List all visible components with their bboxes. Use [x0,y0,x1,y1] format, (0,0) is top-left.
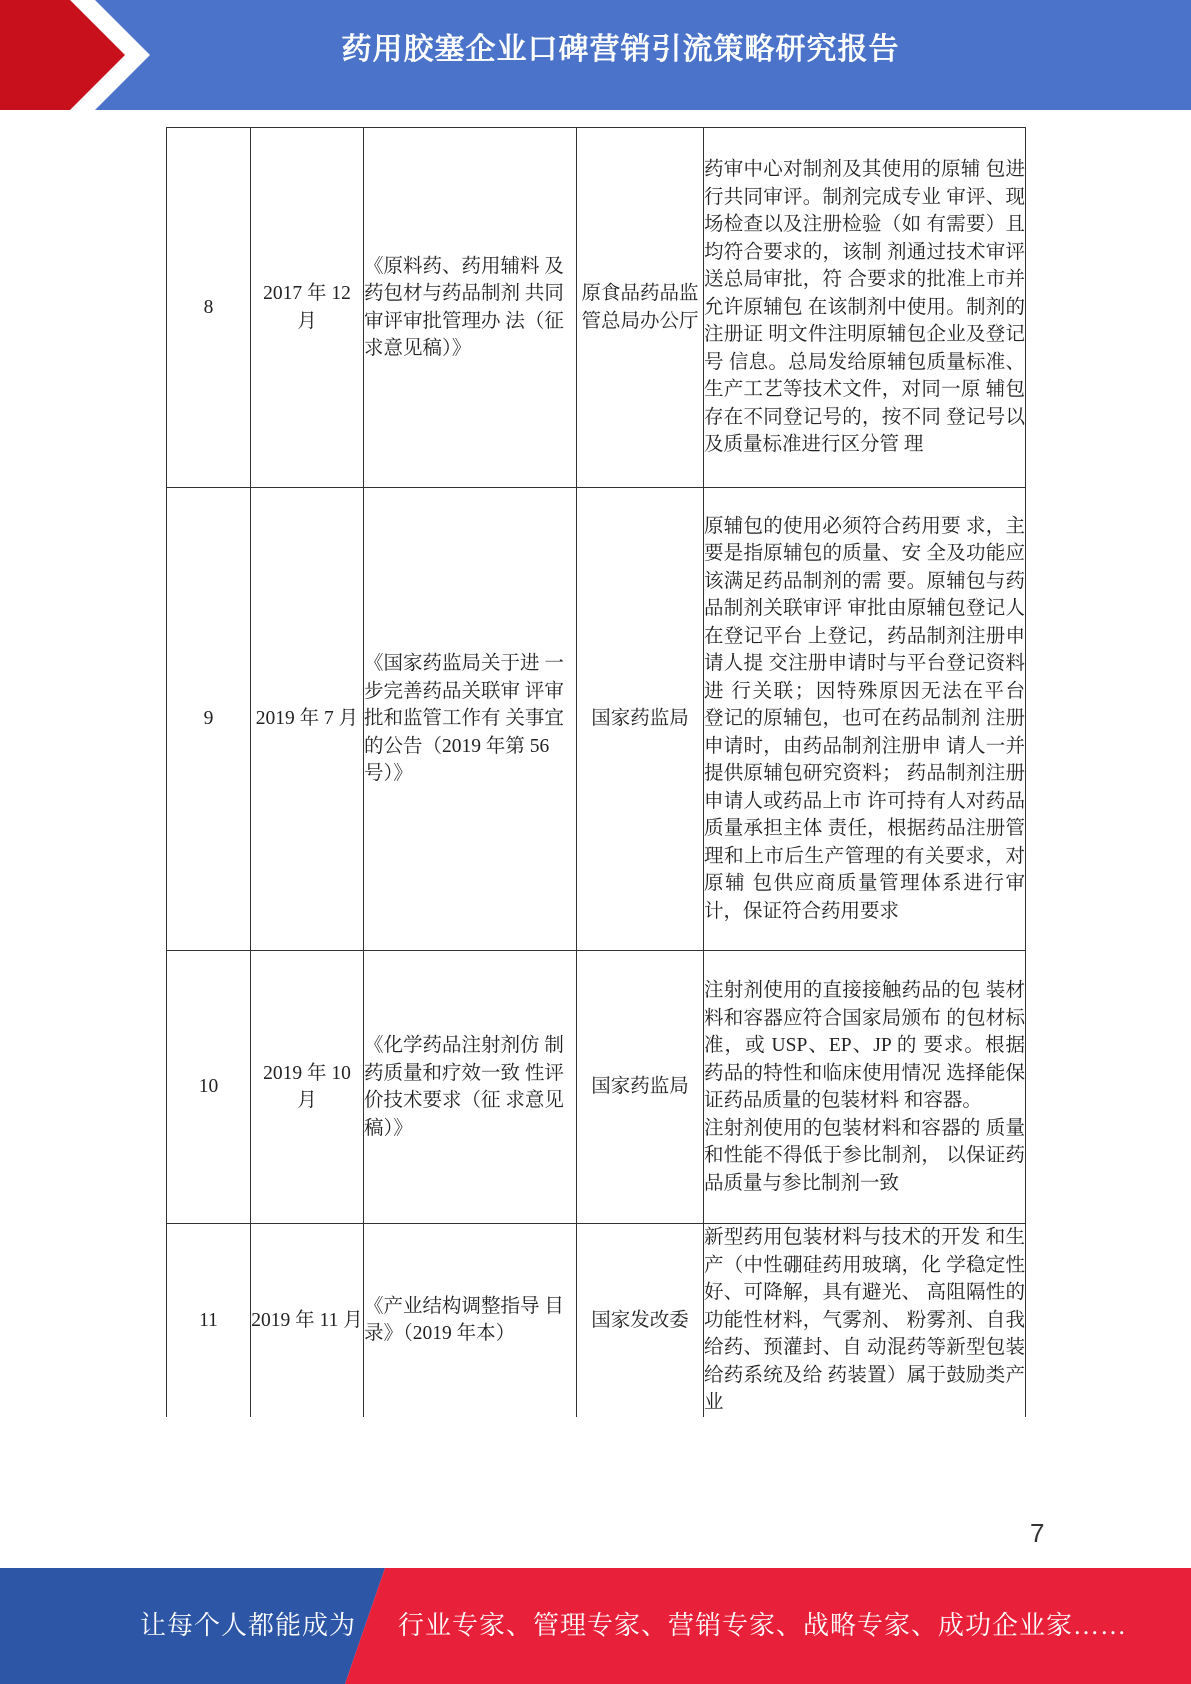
footer-slogan-left: 让每个人都能成为 [140,1611,357,1640]
row-number: 11 [167,1224,251,1417]
policy-content: 新型药用包装材料与技术的开发 和生产（中性硼硅药用玻璃，化 学稳定性好、可降解，具有避光、 高阻隔性的功能性材料，气雾剂、 粉雾剂、自我给药、预灌封、自 动混药等新型包装给药系统及给 药装置）属于鼓励类产业 [704,1224,1026,1417]
footer-slogan-right: 行业专家、管理专家、营销专家、战略专家、成功企业家…… [398,1611,1128,1640]
issue-date: 2019 年 11 月 [251,1224,364,1417]
table-row [167,1224,1026,1417]
issuing-agency: 国家药监局 [577,488,704,951]
row-number: 8 [167,128,251,488]
document-title: 药用胶塞企业口碑营销引流策略研究报告 [341,32,900,67]
table-row [167,128,1026,488]
policy-content [704,951,1026,1224]
policy-content-paragraph-1: 注射剂使用的直接接触药品的包 装材料和容器应符合国家局颁布 的包材标准，或 USP、EP、JP 的 要求。根据药品的特性和临床使用情况 选择能保证药品质量的包装材料 和容器。 [704,980,1025,1111]
issue-date: 2019 年 7 月 [251,488,364,951]
table-row [167,951,1026,1224]
page-number: 7 [1030,1518,1045,1548]
issuing-agency: 国家药监局 [577,951,704,1224]
policy-document-name: 《国家药监局关于进 一步完善药品关联审 评审批和监管工作有 关事宜的公告（2019 年第 56 号）》 [364,488,577,951]
policy-content-paragraph-2: 注射剂使用的包装材料和容器的 质量和性能不得低于参比制剂， 以保证药品质量与参比制剂一致 [704,1117,1025,1194]
row-number: 9 [167,488,251,951]
issuing-agency: 国家发改委 [577,1224,704,1417]
table-row [167,488,1026,951]
policy-content: 原辅包的使用必须符合药用要 求，主要是指原辅包的质量、安 全及功能应该满足药品制剂的需 要。原辅包与药品制剂关联审评 审批由原辅包登记人在登记平台 上登记，药品制剂注册申请人提 交注册申请时与平台登记资料进 行关联；因特殊原因无法在平台 登记的原辅包，也可在药品制剂 注册申请时，由药品制剂注册申 请人一并提供原辅包研究资料； 药品制剂注册申请人或药品上市 许可持有人对药品质量承担主体 责任，根据药品注册管理和上市后生产管理的有关要求，对原辅 包供应商质量管理体系进行审 计，保证符合药用要求 [704,488,1026,951]
page-footer [0,1568,1191,1684]
page-header [0,0,1191,110]
policy-document-name: 《原料药、药用辅料 及药包材与药品制剂 共同审评审批管理办 法（征求意见稿）》 [364,128,577,488]
policy-document-name: 《产业结构调整指导 目录》（2019 年本） [364,1224,577,1417]
row-number: 10 [167,951,251,1224]
issue-date: 2019 年 10 月 [251,951,364,1224]
policy-content: 药审中心对制剂及其使用的原辅 包进行共同审评。制剂完成专业 审评、现场检查以及注册检验（如 有需要）且均符合要求的，该制 剂通过技术审评送总局审批，符 合要求的批准上市并允许原辅包 在该制剂中使用。制剂的注册证 明文件注明原辅包企业及登记号 信息。总局发给原辅包质量标准、 生产工艺等技术文件，对同一原 辅包存在不同登记号的，按不同 登记号以及质量标准进行区分管 理 [704,128,1026,488]
issue-date: 2017 年 12 月 [251,128,364,488]
policy-table [166,127,1026,1417]
issuing-agency: 原食品药品监管总局办公厅 [577,128,704,488]
policy-document-name: 《化学药品注射剂仿 制药质量和疗效一致 性评价技术要求（征 求意见稿）》 [364,951,577,1224]
